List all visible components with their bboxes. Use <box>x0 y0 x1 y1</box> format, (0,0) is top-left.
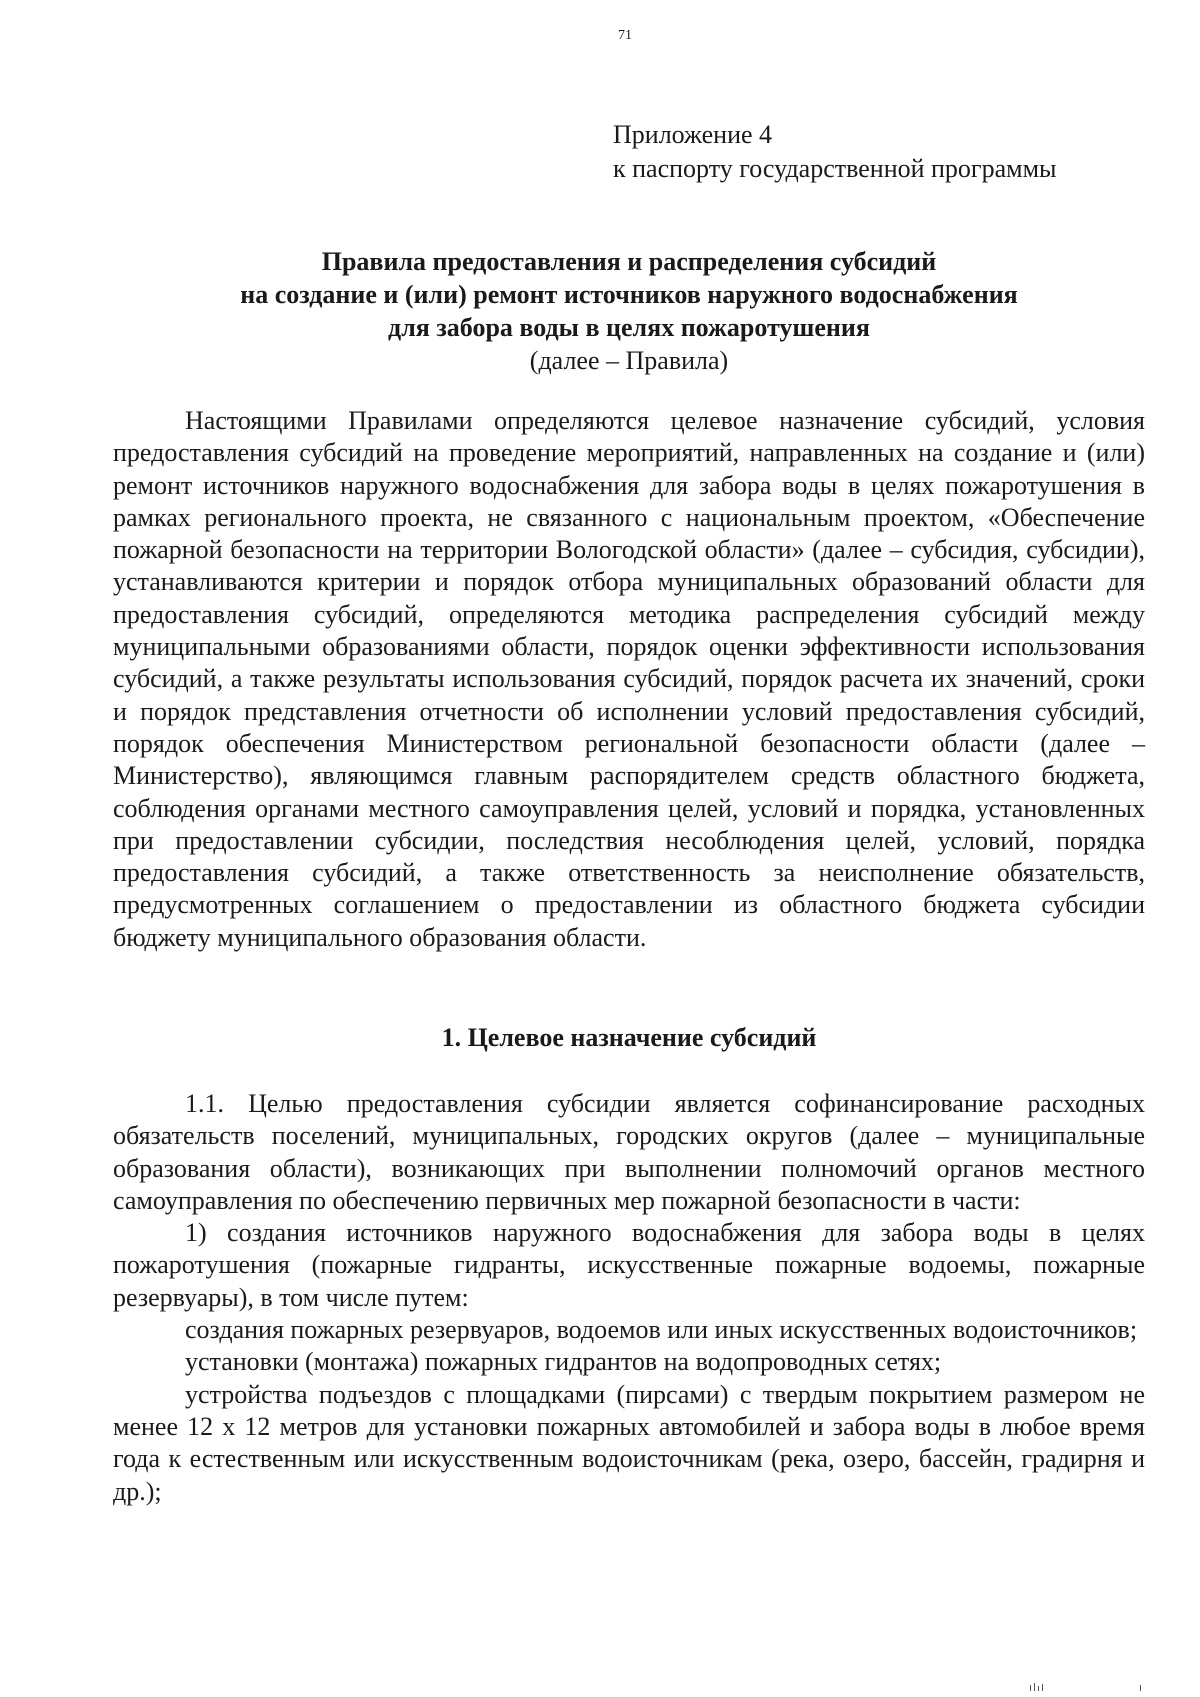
title-line-2: на создание и (или) ремонт источников наружного водоснабжения <box>240 280 1018 309</box>
paragraph-1-1: 1.1. Целью предоставления субсидии является софинансирование расходных обязательств поселений, муниципальных, городских округов (далее – муниципальные образования области), возникающих при выполнении полномочий органов местного самоуправления по обеспечению первичных мер пожарной безопасности в части: <box>113 1089 1145 1215</box>
title-line-4: (далее – Правила) <box>529 346 729 375</box>
page-number: 71 <box>618 28 632 43</box>
appendix-line-2: к паспорту государственной программы <box>613 154 1057 183</box>
title-line-3: для забора воды в целях пожаротушения <box>388 313 870 342</box>
sub-item-access-roads: устройства подъездов с площадками (пирсами) с твердым покрытием размером не менее 12 х 12 метров для установки пожарных автомобилей и забора воды в любое время года к естественным или искусственным водоисточникам (река, озеро, бассейн, градирня и др.); <box>113 1379 1145 1506</box>
sub-item-reservoirs: создания пожарных резервуаров, водоемов или иных искусственных водоисточников; <box>185 1315 1138 1345</box>
appendix-note <box>613 118 1057 186</box>
sub-item-hydrants: установки (монтажа) пожарных гидрантов на водопроводных сетях; <box>185 1347 942 1377</box>
intro-section <box>113 405 1145 954</box>
section-1-heading: 1. Целевое назначение субсидий <box>441 1023 817 1052</box>
appendix-line-1: Приложение 4 <box>613 120 773 149</box>
document-title <box>113 245 1145 377</box>
section-1-body <box>113 1088 1145 1508</box>
scan-artifact <box>1020 1683 1160 1691</box>
list-item-1: 1) создания источников наружного водоснабжения для забора воды в целях пожаротушения (пожарные гидранты, искусственные пожарные водоемы, пожарные резервуары), в том числе путем: <box>113 1218 1145 1312</box>
title-line-1: Правила предоставления и распределения субсидий <box>321 247 937 276</box>
intro-paragraph: Настоящими Правилами определяются целевое назначение субсидий, условия предоставления субсидий на проведение мероприятий, направленных на создание и (или) ремонт источников наружного водоснабжения для забора воды в целях пожаротушения в рамках регионального проекта, не связанного с национальным проектом, «Обеспечение пожарной безопасности на территории Вологодской области» (далее – субсидия, субсидии), устанавливаются критерии и порядок отбора муниципальных образований области для предоставления субсидий, определяются методика распределения субсидий между муниципальными образованиями области, порядок оценки эффективности использования субсидий, а также результаты использования субсидий, порядок расчета их значений, сроки и порядок представления отчетности об исполнении условий предоставления субсидий, порядок обеспечения Министерством региональной безопасности области (далее – Министерство), являющимся главным распорядителем средств областного бюджета, соблюдения органами местного самоуправления целей, условий и порядка, установленных при предоставлении субсидии, последствия несоблюдения целей, условий, порядка предоставления субсидий, а также ответственность за неисполнение обязательств, предусмотренных соглашением о предоставлении из областного бюджета субсидии бюджету муниципального образования области. <box>113 406 1145 952</box>
